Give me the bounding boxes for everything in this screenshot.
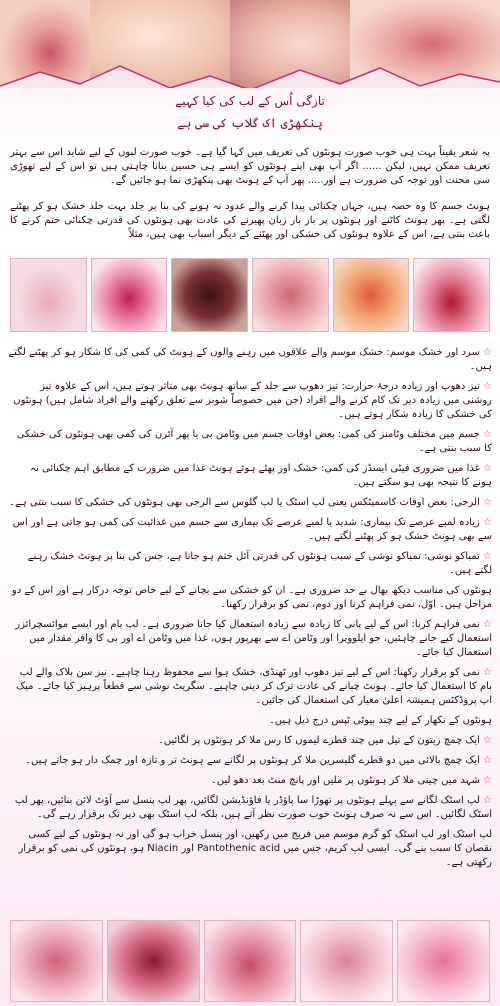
star-icon: ☆	[483, 551, 492, 562]
lips-photo-a	[10, 258, 87, 332]
causes-list	[8, 346, 492, 876]
lips-photo-e	[333, 258, 410, 332]
list-item: ☆ شہد میں چینی ملا کر ہونٹوں پر ملیں اور پانچ منٹ بعد دھو لیں۔	[210, 775, 492, 786]
bottom-photo-strip	[10, 920, 490, 1002]
star-icon: ☆	[483, 429, 492, 440]
list-item: ☆ تیز دھوپ اور زیادہ درجۂ حرارت: تیز دھوپ سے جلد کے ساتھ ہونٹ بھی متاثر ہوتے ہیں، اس کے علاوہ تیز روشنی میں زیادہ دیر تک کام کرنے والے افراد (جن میں خصوصاً شوبز سے تعلق رکھنے والے افراد شامل ہیں) ہونٹوں کی خشکی کا زیادہ شکار ہوتے ہیں۔	[13, 381, 492, 420]
care-intro: ہونٹوں کی مناسب دیکھ بھال بے حد ضروری ہے۔ ان کو خشکی سے بچانے کے لیے خاص توجہ درکار ہے اور اس کے دو مراحل ہیں۔ اوّل، نمی فراہم کرنا اور دوم، نمی کو برقرار رکھنا۔	[11, 585, 492, 610]
intro-paragraph-2: ہونٹ جسم کا وہ حصہ ہیں، جہاں چکنائی پیدا کرنے والے غدود نہ ہونے کی بنا پر جلد بہت جلد خشک ہو کر پھٹنے لگتی ہے۔ پھر ہونٹ کاٹنے اور ہونٹوں پر بار بار زبان پھیرنے کی عادت بھی ہونٹوں کی قدرتی چکنائی ختم کرنے کا باعث بنتی ہے، اس کے علاوہ ہونٹوں کی خشکی اور پھٹنے کے دیگر اسباب بھی ہیں، مثلاً	[10, 201, 490, 240]
list-item: ☆ ایک چمچ زیتون کے تیل میں چند قطرے لیموں کا رس ملا کر ہونٹوں پر لگائیں۔	[157, 735, 492, 746]
star-icon: ☆	[483, 735, 492, 746]
lips-photo-h	[107, 920, 200, 1002]
star-icon: ☆	[483, 667, 492, 678]
star-icon: ☆	[483, 347, 492, 358]
list-item: ☆ زیادہ لمبے عرصے تک بیماری: شدید یا لمبے عرصے تک بیماری سے جسم میں غذائیت کی کمی ہو جاتی ہے اور اس سے بھی ہونٹ خشک ہو کر پھٹنے لگتے ہیں۔	[12, 517, 492, 542]
list-item: ☆ لپ اسٹک لگانے سے پہلے ہونٹوں پر تھوڑا سا پاؤڈر یا فاؤنڈیشن لگائیں، پھر لپ پنسل سے آؤٹ لائن بنائیں، پھر لپ اسٹک لگائیں۔ اس سے نہ صرف ہونٹ خوب صورت نظر آتے ہیں، بلکہ لپ اسٹک بھی دیر تک برقرار رہے گی۔	[14, 795, 492, 820]
star-icon: ☆	[483, 497, 492, 508]
lips-photo-j	[300, 920, 393, 1002]
star-icon: ☆	[483, 775, 492, 786]
list-item: ☆ الرجی: بعض اوقات کاسمیٹکس یعنی لپ اسٹک یا لپ گلوس سے الرجی بھی ہونٹوں کی خشکی کا سبب بنتی ہے۔	[9, 497, 492, 508]
star-icon: ☆	[483, 381, 492, 392]
list-item: ☆ نمی کو برقرار رکھنا: اس کے لیے تیز دھوپ اور ٹھنڈی، خشک ہوا سے محفوظ رہنا چاہیے۔ نیز سن بلاک والے لپ بام کا استعمال کیا جائے۔ ہونٹ چبانے کی عادت ترک کر دینی چاہیے۔ سگریٹ نوشی سے قطعاً پرہیز کیا جائے۔ میک اپ پروڈکٹس ہمیشہ اعلیٰ معیار کی استعمال کی جائیں۔	[16, 667, 492, 706]
couplet-line-2: پنکھڑی اک گلاب کی سی ہے	[177, 116, 323, 130]
lips-photo-b	[91, 258, 168, 332]
lips-photo-i	[204, 920, 297, 1002]
list-item: لپ اسٹک اور لپ اسٹک کو گرم موسم میں فریج میں رکھیں، اور پنسل خراب ہو گی اور نہ ہونٹوں کے لیے کسی نقصان کا سبب بنے گی۔ ایسی لپ کریم، جس میں Pantothenic acid اور Niacin ہو، ہونٹوں کی نمی کو برقرار رکھتی ہے۔	[18, 829, 492, 868]
star-icon: ☆	[483, 619, 492, 630]
lips-photo-g	[10, 920, 103, 1002]
star-icon: ☆	[483, 795, 492, 806]
list-item: ☆ نمی فراہم کرنا: اس کے لیے پانی کا زیادہ سے زیادہ استعمال کیا جانا ضروری ہے۔ لپ بام اور ایسے موائسچرائزر استعمال کیے جانے چاہئیں، جو ایلوویرا اور وٹامن اے سے بھرپور ہوں، غذا میں وٹامن اے اور بی کا وافر مقدار میں استعمال کیا جائے۔	[15, 619, 492, 658]
list-item: ☆ تمباکو نوشی: تمباکو نوشی کے سبب ہونٹوں کی قدرتی آئل ختم ہو جاتا ہے، جس کی بنا پر ہونٹ خشک رہنے لگتے ہیں۔	[27, 551, 492, 576]
lips-photo-d	[252, 258, 329, 332]
couplet-line-1: تازگی اُس کے لب کی کیا کہیے	[175, 94, 325, 108]
star-icon: ☆	[483, 755, 492, 766]
lips-photo-c	[171, 258, 248, 332]
intro-paragraph-1: یہ شعر یقیناً بہت ہی خوب صورت ہونٹوں کی تعریف میں کہا گیا ہے۔ خوب صورت لبوں کے لیے شاید اس سے بہتر تعریف ممکن نہیں، لیکن ...... اگر آپ بھی اپنے ہونٹوں کو ایسے ہی حسین بنانا چاہتی ہیں تو اس کے لیے تھوڑی سی محنت اور توجہ کی ضرورت ہے اور..... پھر آپ کے ہونٹ بھی پنکھڑی نما ہو جائیں گے۔	[10, 147, 490, 186]
torn-edge-decoration	[0, 62, 500, 88]
list-item: ☆ غذا میں ضروری فیٹی ایسڈز کی کمی: خشک اور پھٹے ہوئے ہونٹ غذا میں ضرورت کے مطابق اہم چکنائی نہ ہونے کا نتیجہ بھی ہو سکتے ہیں۔	[30, 463, 492, 488]
lips-photo-k	[397, 920, 490, 1002]
tips-title: ہونٹوں کے نکھار کے لیے چند بیوٹی ٹپس درج ذیل ہیں۔	[268, 715, 492, 726]
list-item: ☆ سرد اور خشک موسم: خشک موسم والے علاقوں میں رہنے والوں کے ہونٹ کی کمی کی کا شکار ہو کر پھٹنے لگتے ہیں۔	[8, 347, 492, 372]
header-banner	[0, 0, 500, 88]
star-icon: ☆	[483, 463, 492, 474]
star-icon: ☆	[483, 517, 492, 528]
list-item: ☆ ایک چمچ بالائی میں دو قطرے گلیسرین ملا کر ہونٹوں پر لگانے سے ہونٹ تر و تازہ اور چمک دار ہو جاتے ہیں۔	[25, 755, 492, 766]
lips-photo-f	[413, 258, 490, 332]
list-item: ☆ جسم میں مختلف وٹامنز کی کمی: بعض اوقات جسم میں وٹامن بی یا پھر آئرن کی کمی بھی ہونٹوں کی خشکی کا سبب بنتی ہے۔	[16, 429, 492, 454]
lips-photo-strip	[10, 258, 490, 332]
